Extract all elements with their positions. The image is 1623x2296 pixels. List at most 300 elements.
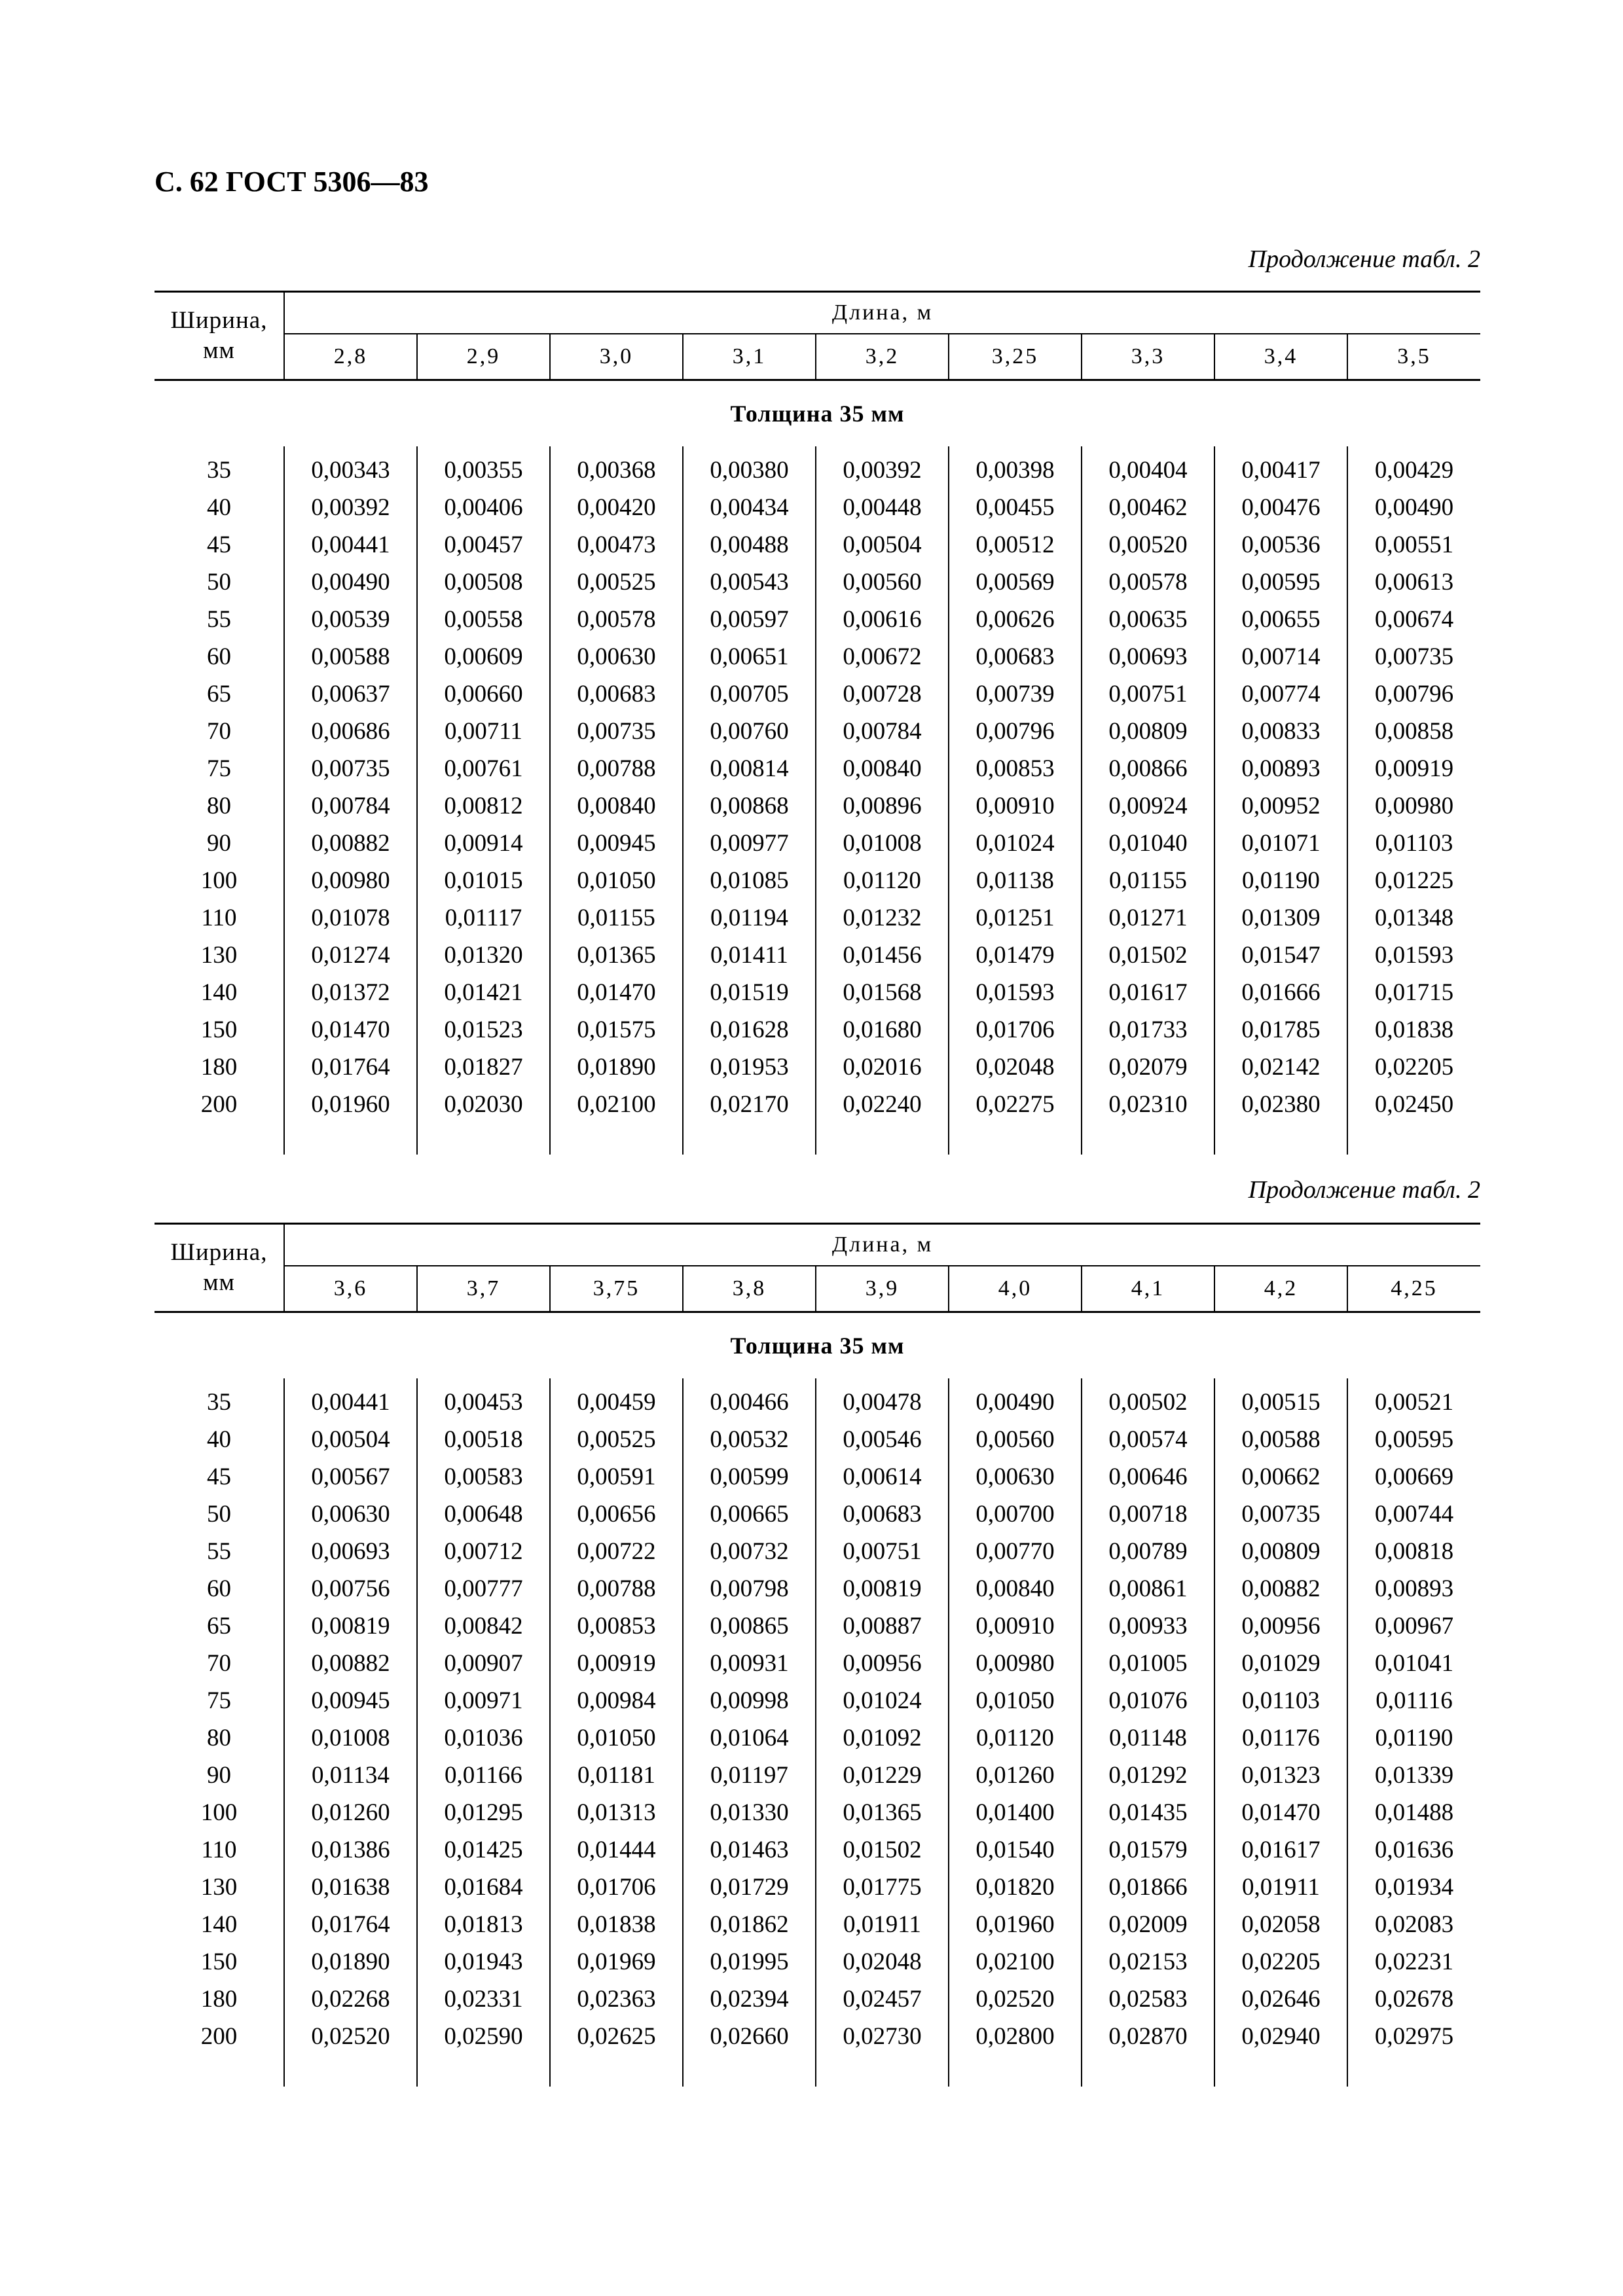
volume-cell: 0,01838 [550,1906,683,1943]
volume-cell: 0,00735 [284,750,417,787]
width-cell: 110 [201,1837,237,1863]
spacer-cell [550,446,683,452]
width-cell: 60 [207,1575,231,1602]
volume-cell: 0,02100 [949,1943,1082,1981]
volume-cell: 0,02583 [1082,1981,1214,2018]
spacer-cell [949,446,1082,452]
volume-cell: 0,00630 [550,638,683,675]
volume-cell: 0,00760 [683,713,816,750]
volume-cell: 0,00665 [683,1496,816,1533]
volume-cell: 0,00655 [1214,601,1347,638]
length-header-cell: 3,7 [417,1266,550,1312]
volume-cell: 0,00728 [816,675,949,713]
volume-table-1 [155,291,1480,1155]
volume-cell: 0,01706 [550,1869,683,1906]
data-table [155,291,1480,1155]
volume-cell: 0,00853 [949,750,1082,787]
volume-cell: 0,01775 [816,1869,949,1906]
volume-cell: 0,00971 [417,1682,550,1719]
volume-cell: 0,01579 [1082,1831,1214,1869]
volume-cell: 0,01862 [683,1906,816,1943]
table-row [155,1906,1480,1943]
volume-cell: 0,01040 [1082,825,1214,862]
volume-cell: 0,01502 [816,1831,949,1869]
volume-cell: 0,02016 [816,1049,949,1086]
volume-cell: 0,00980 [1347,787,1480,825]
volume-cell: 0,00840 [816,750,949,787]
width-cell: 150 [200,1016,238,1043]
volume-cell: 0,00814 [683,750,816,787]
volume-cell: 0,01540 [949,1831,1082,1869]
volume-cell: 0,02590 [417,2018,550,2055]
volume-cell: 0,01103 [1347,825,1480,862]
table-row [155,974,1480,1011]
table-row [155,750,1480,787]
volume-cell: 0,01015 [417,862,550,899]
volume-cell: 0,00893 [1214,750,1347,787]
table-row [155,1719,1480,1757]
volume-cell: 0,00558 [417,601,550,638]
volume-cell: 0,01568 [816,974,949,1011]
volume-cell: 0,01995 [683,1943,816,1981]
spacer-cell [816,446,949,452]
table-row [155,1943,1480,1981]
volume-cell: 0,00525 [550,1421,683,1458]
spacer-row [155,1378,1480,1384]
volume-cell: 0,00796 [949,713,1082,750]
volume-cell: 0,00693 [284,1533,417,1570]
volume-cell: 0,01372 [284,974,417,1011]
length-header-cell: 3,2 [816,334,949,380]
volume-cell: 0,00842 [417,1607,550,1645]
volume-cell: 0,00789 [1082,1533,1214,1570]
volume-cell: 0,02310 [1082,1086,1214,1123]
volume-cell: 0,00525 [550,564,683,601]
volume-cell: 0,00546 [816,1421,949,1458]
volume-cell: 0,00714 [1214,638,1347,675]
volume-cell: 0,01470 [550,974,683,1011]
volume-cell: 0,01519 [683,974,816,1011]
volume-cell: 0,00616 [816,601,949,638]
volume-cell: 0,00910 [949,1607,1082,1645]
volume-cell: 0,00521 [1347,1384,1480,1421]
width-cell: 65 [207,681,231,708]
thickness-label: Толщина 35 мм [730,1333,905,1359]
volume-cell: 0,00543 [683,564,816,601]
volume-cell: 0,00711 [417,713,550,750]
volume-cell: 0,00504 [816,526,949,564]
volume-cell: 0,01733 [1082,1011,1214,1049]
volume-cell: 0,00798 [683,1570,816,1607]
volume-cell: 0,00429 [1347,452,1480,489]
volume-cell: 0,00406 [417,489,550,526]
volume-cell: 0,00683 [550,675,683,713]
volume-cell: 0,00907 [417,1645,550,1682]
volume-cell: 0,01943 [417,1943,550,1981]
volume-cell: 0,00597 [683,601,816,638]
volume-cell: 0,00635 [1082,601,1214,638]
volume-cell: 0,00466 [683,1384,816,1421]
volume-cell: 0,01636 [1347,1831,1480,1869]
end-cell [1214,2055,1347,2087]
volume-cell: 0,00669 [1347,1458,1480,1496]
width-cell: 75 [207,1687,231,1714]
table-row [155,787,1480,825]
volume-cell: 0,00840 [550,787,683,825]
volume-cell: 0,00784 [816,713,949,750]
width-cell: 70 [207,1650,231,1677]
spacer-cell [1347,1378,1480,1384]
volume-cell: 0,00896 [816,787,949,825]
volume-cell: 0,01076 [1082,1682,1214,1719]
volume-cell: 0,00448 [816,489,949,526]
length-header-cell: 3,25 [949,334,1082,380]
volume-cell: 0,01138 [949,862,1082,899]
volume-cell: 0,00882 [284,1645,417,1682]
volume-cell: 0,00735 [550,713,683,750]
volume-cell: 0,01348 [1347,899,1480,937]
volume-cell: 0,00462 [1082,489,1214,526]
volume-cell: 0,00735 [1214,1496,1347,1533]
volume-cell: 0,00508 [417,564,550,601]
volume-cell: 0,01435 [1082,1794,1214,1831]
volume-cell: 0,01050 [550,1719,683,1757]
volume-cell: 0,00417 [1214,452,1347,489]
volume-cell: 0,01103 [1214,1682,1347,1719]
volume-cell: 0,00914 [417,825,550,862]
volume-cell: 0,00735 [1347,638,1480,675]
table-row [155,1421,1480,1458]
volume-cell: 0,00532 [683,1421,816,1458]
volume-cell: 0,00539 [284,601,417,638]
volume-cell: 0,00637 [284,675,417,713]
volume-cell: 0,00609 [417,638,550,675]
end-cell [550,1123,683,1155]
volume-cell: 0,00683 [949,638,1082,675]
volume-cell: 0,01715 [1347,974,1480,1011]
end-cell [949,2055,1082,2087]
volume-cell: 0,01313 [550,1794,683,1831]
volume-cell: 0,02975 [1347,2018,1480,2055]
volume-cell: 0,01041 [1347,1645,1480,1682]
volume-cell: 0,00368 [550,452,683,489]
volume-cell: 0,01008 [816,825,949,862]
volume-cell: 0,00788 [550,1570,683,1607]
volume-cell: 0,00520 [1082,526,1214,564]
volume-cell: 0,01400 [949,1794,1082,1831]
volume-cell: 0,00756 [284,1570,417,1607]
volume-cell: 0,01323 [1214,1757,1347,1794]
volume-cell: 0,00455 [949,489,1082,526]
end-cell [417,2055,550,2087]
volume-cell: 0,00646 [1082,1458,1214,1496]
volume-cell: 0,02394 [683,1981,816,2018]
volume-cell: 0,01292 [1082,1757,1214,1794]
table-row [155,638,1480,675]
end-cell [155,1123,284,1155]
volume-cell: 0,01260 [284,1794,417,1831]
volume-cell: 0,00595 [1214,564,1347,601]
table-row [155,1981,1480,2018]
spacer-row [155,446,1480,452]
volume-cell: 0,00488 [683,526,816,564]
volume-cell: 0,01120 [949,1719,1082,1757]
spacer-cell [1214,1378,1347,1384]
volume-cell: 0,00392 [284,489,417,526]
volume-cell: 0,00660 [417,675,550,713]
volume-cell: 0,00473 [550,526,683,564]
volume-cell: 0,01628 [683,1011,816,1049]
volume-cell: 0,02730 [816,2018,949,2055]
width-cell: 45 [207,531,231,558]
end-row [155,2055,1480,2087]
volume-cell: 0,02240 [816,1086,949,1123]
table-row [155,1011,1480,1049]
volume-cell: 0,00861 [1082,1570,1214,1607]
volume-cell: 0,00952 [1214,787,1347,825]
length-group-header: Длина, м [284,1224,1480,1266]
volume-cell: 0,01155 [1082,862,1214,899]
volume-cell: 0,00398 [949,452,1082,489]
volume-cell: 0,01181 [550,1757,683,1794]
volume-cell: 0,00551 [1347,526,1480,564]
volume-cell: 0,00777 [417,1570,550,1607]
table-row [155,675,1480,713]
volume-cell: 0,01008 [284,1719,417,1757]
width-cell: 90 [207,1762,231,1789]
volume-cell: 0,01005 [1082,1645,1214,1682]
table-row [155,1757,1480,1794]
table-row [155,1794,1480,1831]
volume-cell: 0,01575 [550,1011,683,1049]
volume-cell: 0,00567 [284,1458,417,1496]
volume-cell: 0,02205 [1347,1049,1480,1086]
volume-cell: 0,02800 [949,2018,1082,2055]
thickness-label: Толщина 35 мм [730,401,905,427]
volume-cell: 0,00476 [1214,489,1347,526]
volume-cell: 0,01166 [417,1757,550,1794]
volume-cell: 0,01890 [284,1943,417,1981]
volume-cell: 0,01295 [417,1794,550,1831]
volume-cell: 0,01036 [417,1719,550,1757]
end-cell [683,1123,816,1155]
volume-cell: 0,00840 [949,1570,1082,1607]
volume-cell: 0,01764 [284,1049,417,1086]
volume-cell: 0,00591 [550,1458,683,1496]
volume-cell: 0,00739 [949,675,1082,713]
table-row [155,899,1480,937]
volume-cell: 0,01470 [1214,1794,1347,1831]
volume-cell: 0,01029 [1214,1645,1347,1682]
volume-cell: 0,02520 [284,2018,417,2055]
volume-cell: 0,01866 [1082,1869,1214,1906]
volume-cell: 0,00919 [1347,750,1480,787]
volume-cell: 0,01411 [683,937,816,974]
length-header-cell: 3,0 [550,334,683,380]
volume-cell: 0,02331 [417,1981,550,2018]
volume-cell: 0,01890 [550,1049,683,1086]
volume-cell: 0,01479 [949,937,1082,974]
volume-cell: 0,02380 [1214,1086,1347,1123]
table-row [155,1496,1480,1533]
header-row [155,1224,1480,1266]
volume-cell: 0,00536 [1214,526,1347,564]
width-cell: 110 [201,905,237,931]
volume-cell: 0,02363 [550,1981,683,2018]
volume-cell: 0,00515 [1214,1384,1347,1421]
length-header-cell: 3,6 [284,1266,417,1312]
volume-cell: 0,00868 [683,787,816,825]
volume-cell: 0,00355 [417,452,550,489]
volume-cell: 0,02205 [1214,1943,1347,1981]
volume-cell: 0,00853 [550,1607,683,1645]
volume-cell: 0,00490 [949,1384,1082,1421]
width-cell: 80 [207,793,231,819]
volume-cell: 0,00924 [1082,787,1214,825]
volume-cell: 0,00502 [1082,1384,1214,1421]
volume-cell: 0,01071 [1214,825,1347,862]
end-cell [1082,2055,1214,2087]
volume-cell: 0,00980 [949,1645,1082,1682]
length-header-cell: 4,0 [949,1266,1082,1312]
table-row [155,1533,1480,1570]
volume-cell: 0,00512 [949,526,1082,564]
table-row [155,526,1480,564]
volume-cell: 0,02870 [1082,2018,1214,2055]
volume-cell: 0,02153 [1082,1943,1214,1981]
volume-cell: 0,01190 [1347,1719,1480,1757]
length-header-cell: 3,9 [816,1266,949,1312]
volume-cell: 0,01271 [1082,899,1214,937]
width-cell: 65 [207,1613,231,1640]
volume-cell: 0,01148 [1082,1719,1214,1757]
volume-cell: 0,00595 [1347,1421,1480,1458]
volume-cell: 0,00967 [1347,1607,1480,1645]
volume-cell: 0,01330 [683,1794,816,1831]
spacer-cell [155,446,284,452]
volume-cell: 0,01064 [683,1719,816,1757]
volume-cell: 0,02268 [284,1981,417,2018]
volume-cell: 0,00956 [816,1645,949,1682]
end-cell [1347,2055,1480,2087]
header-row [155,292,1480,334]
volume-cell: 0,01838 [1347,1011,1480,1049]
volume-cell: 0,01232 [816,899,949,937]
volume-cell: 0,02083 [1347,1906,1480,1943]
length-header-cell: 2,9 [417,334,550,380]
volume-cell: 0,01197 [683,1757,816,1794]
width-cell: 200 [200,1091,238,1118]
volume-cell: 0,00751 [816,1533,949,1570]
width-column-header: Ширина, мм [155,1224,284,1312]
volume-cell: 0,00380 [683,452,816,489]
volume-cell: 0,00893 [1347,1570,1480,1607]
spacer-cell [1082,446,1214,452]
volume-cell: 0,00588 [284,638,417,675]
end-cell [1347,1123,1480,1155]
volume-cell: 0,00614 [816,1458,949,1496]
continuation-label: Продолжение табл. 2 [1248,1176,1480,1204]
volume-cell: 0,01339 [1347,1757,1480,1794]
volume-cell: 0,00569 [949,564,1082,601]
volume-cell: 0,00599 [683,1458,816,1496]
volume-cell: 0,00945 [550,825,683,862]
volume-cell: 0,01488 [1347,1794,1480,1831]
volume-cell: 0,00998 [683,1682,816,1719]
length-header-cell: 4,25 [1347,1266,1480,1312]
volume-cell: 0,01309 [1214,899,1347,937]
length-header-cell: 2,8 [284,334,417,380]
length-header-cell: 3,3 [1082,334,1214,380]
volume-cell: 0,00662 [1214,1458,1347,1496]
volume-cell: 0,01134 [284,1757,417,1794]
volume-cell: 0,01547 [1214,937,1347,974]
volume-cell: 0,00910 [949,787,1082,825]
volume-cell: 0,02079 [1082,1049,1214,1086]
table-row [155,825,1480,862]
end-cell [1082,1123,1214,1155]
volume-cell: 0,00504 [284,1421,417,1458]
volume-cell: 0,01969 [550,1943,683,1981]
width-cell: 55 [207,1538,231,1565]
width-cell: 40 [207,494,231,521]
volume-cell: 0,01617 [1214,1831,1347,1869]
volume-cell: 0,01050 [550,862,683,899]
spacer-cell [155,1378,284,1384]
table-row [155,713,1480,750]
volume-cell: 0,02048 [949,1049,1082,1086]
length-header-cell: 3,1 [683,334,816,380]
length-group-header: Длина, м [284,292,1480,334]
spacer-cell [417,1378,550,1384]
volume-cell: 0,02678 [1347,1981,1480,2018]
width-cell: 70 [207,718,231,745]
volume-cell: 0,00434 [683,489,816,526]
width-column-header: Ширина, мм [155,292,284,380]
volume-cell: 0,02625 [550,2018,683,2055]
volume-cell: 0,00626 [949,601,1082,638]
spacer-cell [683,446,816,452]
volume-cell: 0,02940 [1214,2018,1347,2055]
table-row [155,564,1480,601]
table-row [155,1570,1480,1607]
page-header: С. 62 ГОСТ 5306—83 [155,166,429,198]
width-cell: 35 [207,457,231,484]
volume-cell: 0,01425 [417,1831,550,1869]
volume-cell: 0,01155 [550,899,683,937]
volume-table-2 [155,1223,1480,2087]
volume-cell: 0,01638 [284,1869,417,1906]
volume-cell: 0,00866 [1082,750,1214,787]
volume-cell: 0,00420 [550,489,683,526]
volume-cell: 0,00818 [1347,1533,1480,1570]
volume-cell: 0,00651 [683,638,816,675]
volume-cell: 0,00404 [1082,452,1214,489]
volume-cell: 0,02660 [683,2018,816,2055]
length-header-cell: 4,2 [1214,1266,1347,1312]
length-header-cell: 3,75 [550,1266,683,1312]
volume-cell: 0,02048 [816,1943,949,1981]
volume-cell: 0,01666 [1214,974,1347,1011]
volume-cell: 0,00672 [816,638,949,675]
volume-cell: 0,01365 [816,1794,949,1831]
volume-cell: 0,00812 [417,787,550,825]
length-header-cell: 4,1 [1082,1266,1214,1312]
volume-cell: 0,02275 [949,1086,1082,1123]
continuation-label: Продолжение табл. 2 [1248,245,1480,273]
table-row [155,601,1480,638]
table-row [155,1384,1480,1421]
